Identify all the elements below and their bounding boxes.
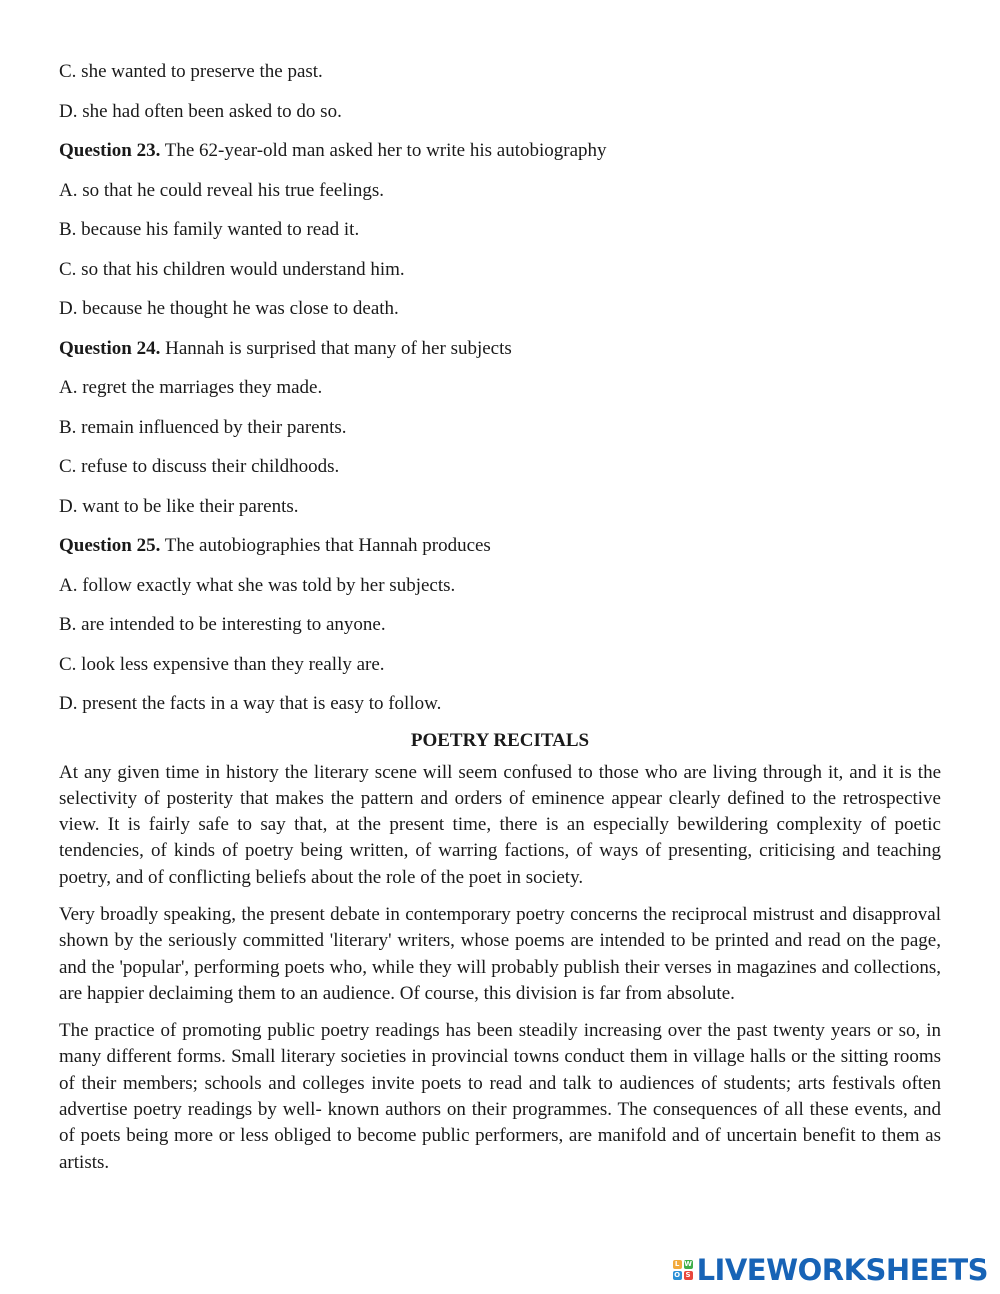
logo-tile-2: W [684, 1260, 692, 1268]
q24-option-c: C. refuse to discuss their childhoods. [59, 456, 340, 477]
question-23 [59, 139, 941, 162]
q23-option-b: B. because his family wanted to read it. [59, 219, 360, 240]
liveworksheets-logo [673, 1252, 988, 1288]
question-23-stem: The 62-year-old man asked her to write his autobiography [160, 140, 607, 161]
q23-option-c: C. so that his children would understand him. [59, 258, 405, 280]
question-25 [59, 534, 941, 557]
logo-tile-4: S [685, 1271, 691, 1279]
question-24-label: Question 24. [59, 337, 161, 359]
q25-option-a: A. follow exactly what she was told by her subjects. [59, 574, 456, 596]
q22-option-c: C. she wanted to preserve the past. [59, 61, 323, 82]
q24-option-b: B. remain influenced by their parents. [59, 416, 347, 438]
q25-option-d: D. present the facts in a way that is easy to follow. [59, 693, 442, 714]
q22-option-d: D. she had often been asked to do so. [59, 100, 342, 122]
question-23-label: Question 23. [59, 140, 161, 161]
logo-wordmark: LIVEWORKSHEETS [696, 1253, 988, 1287]
q23-option-a: A. so that he could reveal his true feelings. [59, 179, 385, 201]
worksheet-page [59, 60, 941, 1187]
logo-grid-icon [673, 1260, 693, 1280]
logo-tile-3: O [674, 1271, 681, 1279]
logo-tile-1: L [673, 1260, 682, 1269]
q25-option-c: C. look less expensive than they really are. [59, 653, 385, 675]
question-25-stem: The autobiographies that Hannah produces [160, 535, 491, 556]
q24-option-a: A. regret the marriages they made. [59, 377, 323, 398]
passage-paragraph-2: Very broadly speaking, the present debate in contemporary poetry concerns the reciprocal mistrust and disapproval shown by the seriously committed 'literary' writers, whose poems are intended to be printed and read on the page, and the 'popular', performing poets who, while they will probably publish their verses in magazines and collections, are happier declaiming them to an audience. Of course, this division is far from absolute. [59, 903, 941, 1004]
passage-paragraph-1: At any given time in history the literary scene will seem confused to those who are living through it, and it is the selectivity of posterity that makes the pattern and orders of eminence appear clearly defined to the retrospective view. It is fairly safe to say that, at the present time, there is an especially bewildering complexity of poetic tendencies, of kinds of poetry being written, of warring factions, of ways of presenting, criticising and teaching poetry, and of conflicting beliefs about the role of the poet in society. [59, 761, 941, 888]
q24-option-d: D. want to be like their parents. [59, 495, 299, 517]
question-24 [59, 337, 941, 360]
q25-option-b: B. are intended to be interesting to anyone. [59, 614, 386, 635]
question-25-label: Question 25. [59, 535, 161, 556]
q23-option-d: D. because he thought he was close to death. [59, 298, 399, 319]
passage-paragraph-3: The practice of promoting public poetry readings has been steadily increasing over the past twenty years or so, in many different forms. Small literary societies in provincial towns conduct them in village halls or the sitting rooms of their members; schools and colleges invite poets to read and talk to audiences of students; arts festivals often advertise poetry readings by well- known authors on their programmes. The consequences of all these events, and of poets being more or less obliged to become public performers, are manifold and of uncertain benefit to them as artists. [59, 1020, 941, 1173]
question-24-stem: Hannah is surprised that many of her subjects [160, 337, 512, 359]
passage-title: POETRY RECITALS [410, 729, 590, 751]
